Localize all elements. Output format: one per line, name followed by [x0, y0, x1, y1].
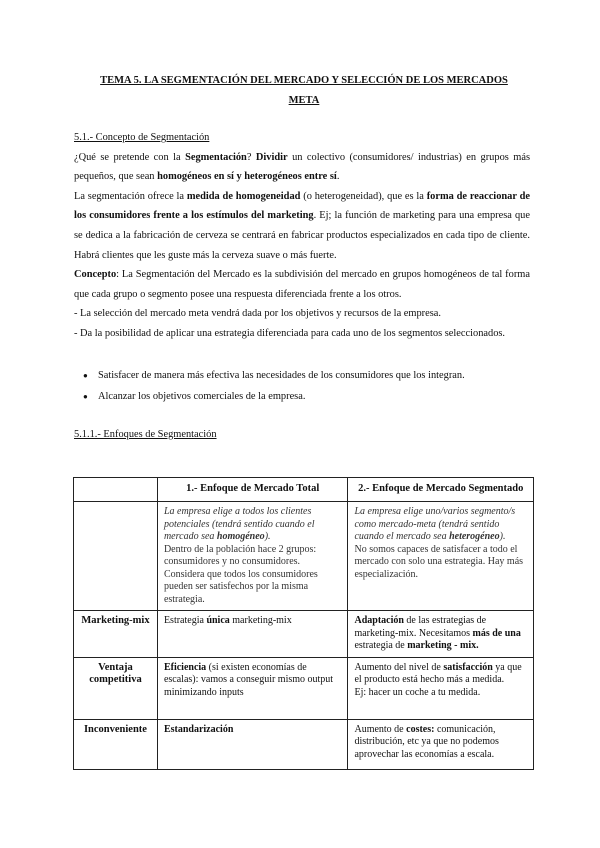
table-row [74, 502, 534, 611]
table-cell: La empresa elige uno/varios segmento/s como mercado-meta (tendrá sentido cuando el mercado sea heterogéneo). No somos capaces de satisfacer a todo el mercado con solo una estrategia. Hay más especialización. [348, 502, 534, 611]
section-heading-5-1-1: 5.1.1.- Enfoques de Segmentación [74, 428, 217, 440]
row-header-marketing-mix: Marketing-mix [74, 611, 158, 658]
table-cell: Estrategia única marketing-mix [157, 611, 348, 658]
paragraph-strategy: - Da la posibilidad de aplicar una estrategia diferenciada para cada uno de los segmentos seleccionados. [74, 327, 506, 339]
table-header-row [74, 478, 534, 502]
paragraph-homogeneity: La segmentación ofrece la medida de homogeneidad (o heterogeneidad), que es la forma de reaccionar de los consumidores frente a los estímulos del marketing. Ej; la función de marketing para una empresa que se dedica a la fabricación de cerveza se centrará en fabricar productos especializados en cada tipo de cliente. Habrá clientes que les guste más la cerveza suave o más fuerte. [74, 190, 530, 261]
table-cell: Eficiencia (si existen economías de escalas): vamos a conseguir mismo output minimizando inputs [157, 657, 348, 719]
table-cell: Estandarización [157, 719, 348, 769]
row-header-competitive-advantage: Ventaja competitiva [74, 657, 158, 719]
row-header-drawback: Inconveniente [74, 719, 158, 769]
paragraph-target-market: - La selección del mercado meta vendrá dada por los objetivos y recursos de la empresa. [74, 308, 441, 320]
segmentation-table [73, 477, 534, 770]
row-header-empty [74, 502, 158, 611]
table-row [74, 657, 534, 719]
objectives-list [74, 365, 530, 407]
table-corner-cell [74, 478, 158, 502]
paragraph-concept: Concepto: La Segmentación del Mercado es la subdivisión del mercado en grupos homogéneos de tal forma que cada grupo o segmento posee una respuesta diferenciada frente a los otros. [74, 269, 530, 300]
column-header-total: 1.- Enfoque de Mercado Total [157, 478, 348, 502]
list-item: ● Satisfacer de manera más efectiva las necesidades de los consumidores que los integran. [98, 365, 530, 386]
paragraph-question: ¿Qué se pretende con la Segmentación? Dividir un colectivo (consumidores/ industrias) en grupos más pequeños, que sean homogéneos en sí y heterogéneos entre sí. [74, 151, 530, 183]
list-item: ● Alcanzar los objetivos comerciales de la empresa. [98, 386, 530, 407]
table-row [74, 611, 534, 658]
table-row [74, 719, 534, 769]
table-cell: Adaptación de las estrategias de marketing-mix. Necesitamos más de una estrategia de marketing - mix. [348, 611, 534, 658]
document-title: TEMA 5. LA SEGMENTACIÓN DEL MERCADO Y SELECCIÓN DE LOS MERCADOS META [100, 75, 508, 106]
section-heading-5-1: 5.1.- Concepto de Segmentación [74, 132, 210, 143]
table-cell: La empresa elige a todos los clientes potenciales (tendrá sentido cuando el mercado sea homogéneo). Dentro de la población hace 2 grupos: consumidores y no consumidores. Considera que todos los consumidores pueden ser satisfechos por la misma estrategia. [157, 502, 348, 611]
table-cell: Aumento de costes: comunicación, distribución, etc ya que no podemos aprovechar las economías a escala. [348, 719, 534, 769]
table-cell: Aumento del nivel de satisfacción ya que el producto está hecho más a medida. Ej: hacer un coche a tu medida. [348, 657, 534, 719]
document-body [74, 128, 530, 444]
column-header-segmented: 2.- Enfoque de Mercado Segmentado [348, 478, 534, 502]
